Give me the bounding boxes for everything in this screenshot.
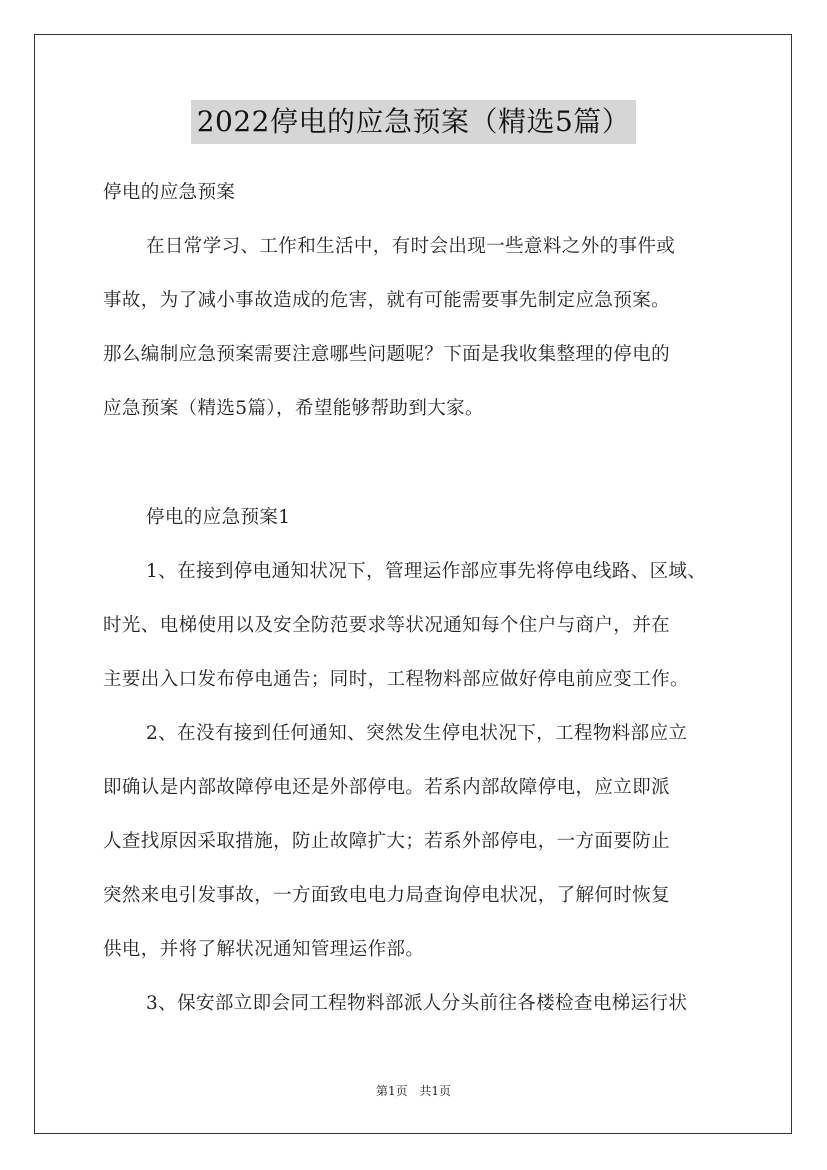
intro-line-2: 事故，为了减小事故造成的危害，就有可能需要事先制定应急预案。: [103, 290, 671, 311]
body-line-5: 即确认是内部故障停电还是外部停电。若系内部故障停电，应立即派: [103, 777, 671, 798]
body-line-1: 1、在接到停电通知状况下，管理运作部应事先将停电线路、区域、: [146, 561, 707, 582]
intro-line-1: 在日常学习、工作和生活中，有时会出现一些意料之外的事件或: [146, 236, 676, 257]
body-line-8: 供电，并将了解状况通知管理运作部。: [103, 939, 425, 960]
body-line-4: 2、在没有接到任何通知、突然发生停电状况下，工程物料部应立: [146, 723, 688, 744]
body-line-3: 主要出入口发布停电通告；同时，工程物料部应做好停电前应变工作。: [103, 669, 689, 690]
body-line-7: 突然来电引发事故，一方面致电电力局查询停电状况，了解何时恢复: [103, 885, 671, 906]
page-footer: [0, 1082, 827, 1099]
document-title: 2022停电的应急预案（精选5篇）: [191, 100, 637, 144]
section-heading: 停电的应急预案1: [146, 507, 291, 528]
body-line-6: 人查找原因采取措施，防止故障扩大；若系外部停电，一方面要防止: [103, 831, 671, 852]
body-line-9: 3、保安部立即会同工程物料部派人分头前往各楼检查电梯运行状: [146, 993, 688, 1014]
body-line-2: 时光、电梯使用以及安全防范要求等状况通知每个住户与商户，并在: [103, 615, 671, 636]
document-subtitle: 停电的应急预案: [103, 182, 236, 203]
page-total: 共1页: [419, 1084, 452, 1098]
intro-line-4: 应急预案（精选5篇），希望能够帮助到大家。: [103, 398, 484, 419]
intro-line-3: 那么编制应急预案需要注意哪些问题呢？下面是我收集整理的停电的: [103, 344, 671, 365]
title-container: [0, 100, 827, 144]
page-number: 第1页: [375, 1084, 408, 1098]
